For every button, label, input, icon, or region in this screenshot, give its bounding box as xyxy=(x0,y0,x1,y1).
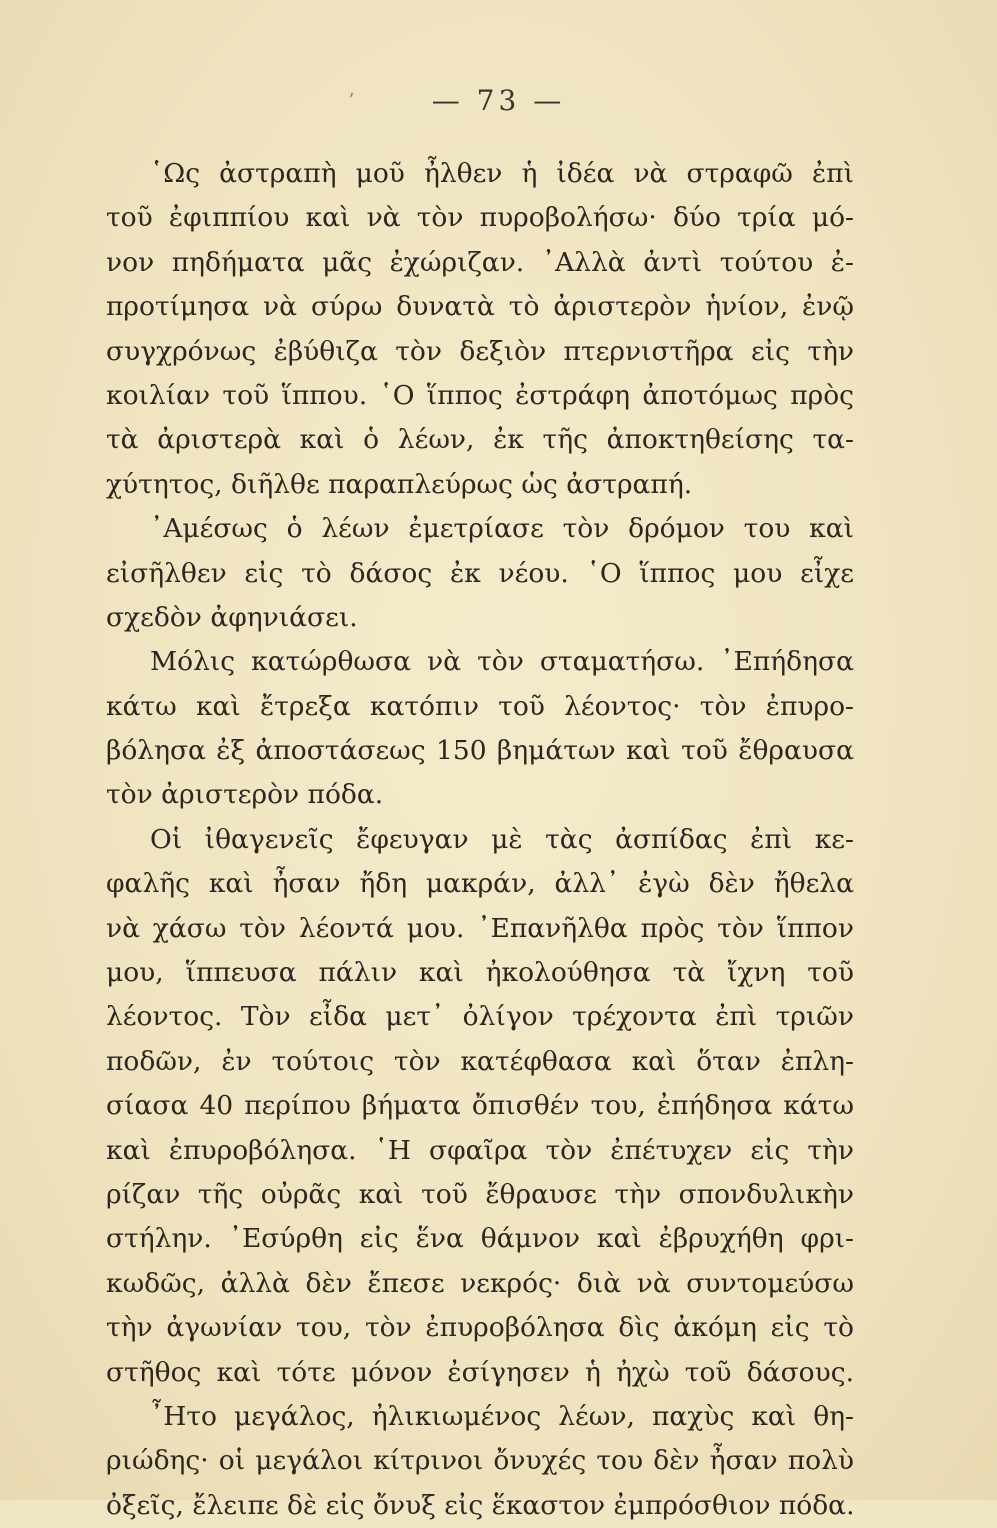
text-line: χύτητος, διῆλθε παραπλεύρως ὡς ἀστραπή. xyxy=(106,468,693,500)
text-line: κάτω καὶ ἔτρεξα κατόπιν τοῦ λέοντος· τὸν ἐπυρο- xyxy=(106,690,854,722)
text-line: ποδῶν, ἐν τούτοις τὸν κατέφθασα καὶ ὅταν ἐπλη- xyxy=(106,1045,854,1077)
text-line: φαλῆς καὶ ἦσαν ἤδη μακράν, ἀλλ᾿ ἐγὼ δὲν ἤθελα xyxy=(106,868,854,900)
text-line: ρίζαν τῆς οὐρᾶς καὶ τοῦ ἔθραυσε τὴν σπονδυλικὴν xyxy=(106,1178,854,1210)
page-number: — 73 — xyxy=(431,84,566,117)
text-line: σίασα 40 περίπου βήματα ὄπισθέν του, ἐπήδησα κάτω xyxy=(106,1090,854,1122)
text-line: τὸν ἀριστερὸν πόδα. xyxy=(106,779,384,811)
text-line: εἰσῆλθεν εἰς τὸ δάσος ἐκ νέου. ῾Ο ἵππος μου εἶχε xyxy=(106,557,854,589)
ink-smudge-mark: ʼ xyxy=(348,90,354,111)
text-line: ὀξεῖς, ἔλειπε δὲ εἰς ὄνυξ εἰς ἕκαστον ἐμπρόσθιον πόδα. xyxy=(106,1489,854,1521)
text-line: ῏Ητο μεγάλος, ἠλικιωμένος λέων, παχὺς καὶ θη- xyxy=(150,1400,854,1432)
text-line: στῆθος καὶ τότε μόνον ἐσίγησεν ἡ ἠχὼ τοῦ δάσους. xyxy=(106,1356,854,1388)
text-line: νὰ χάσω τὸν λέοντά μου. ᾿Επανῆλθα πρὸς τὸν ἵππον xyxy=(106,912,854,944)
text-line: Οἱ ἰθαγενεῖς ἔφευγαν μὲ τὰς ἀσπίδας ἐπὶ κε- xyxy=(150,823,854,855)
text-line: κοιλίαν τοῦ ἵππου. ῾Ο ἵππος ἐστράφη ἀποτόμως πρὸς xyxy=(106,379,854,411)
text-line: καὶ ἐπυροβόλησα. ῾Η σφαῖρα τὸν ἐπέτυχεν εἰς τὴν xyxy=(106,1134,854,1166)
text-line: μου, ἵππευσα πάλιν καὶ ἠκολούθησα τὰ ἴχνη τοῦ xyxy=(106,957,854,989)
text-line: ᾿Αμέσως ὁ λέων ἐμετρίασε τὸν δρόμον του καὶ xyxy=(150,513,854,545)
text-line: κωδῶς, ἀλλὰ δὲν ἔπεσε νεκρός· διὰ νὰ συντομεύσω xyxy=(106,1267,854,1299)
text-line: Μόλις κατώρθωσα νὰ τὸν σταματήσω. ᾿Επήδησα xyxy=(150,646,854,678)
text-line: βόλησα ἐξ ἀποστάσεως 150 βημάτων καὶ τοῦ ἔθραυσα xyxy=(106,735,854,767)
text-line: προτίμησα νὰ σύρω δυνατὰ τὸ ἀριστερὸν ἡνίον, ἐνῷ xyxy=(106,291,854,323)
text-line: τοῦ ἐφιππίου καὶ νὰ τὸν πυροβολήσω· δύο τρία μό- xyxy=(106,202,854,234)
text-line: ριώδης· οἱ μεγάλοι κίτρινοι ὄνυχές του δὲν ἦσαν πολὺ xyxy=(106,1445,854,1477)
body-text xyxy=(106,152,854,1528)
text-line: συγχρόνως ἐβύθιζα τὸν δεξιὸν πτερνιστῆρα εἰς τὴν xyxy=(106,335,854,367)
text-line: στήλην. ᾿Εσύρθη εἰς ἕνα θάμνον καὶ ἐβρυχήθη φρι- xyxy=(106,1223,854,1255)
text-line: νον πηδήματα μᾶς ἐχώριζαν. ᾿Αλλὰ ἀντὶ τούτου ἐ- xyxy=(106,246,854,278)
text-line: σχεδὸν ἀφηνιάσει. xyxy=(106,601,358,633)
text-line: τὰ ἀριστερὰ καὶ ὁ λέων, ἐκ τῆς ἀποκτηθείσης τα- xyxy=(106,424,854,456)
text-line: ῾Ως ἀστραπὴ μοῦ ἦλθεν ἡ ἰδέα νὰ στραφῶ ἐπὶ xyxy=(150,158,854,189)
text-line: τὴν ἀγωνίαν του, τὸν ἐπυροβόλησα δὶς ἀκόμη εἰς τὸ xyxy=(106,1312,854,1344)
text-line: λέοντος. Τὸν εἶδα μετ᾿ ὀλίγον τρέχοντα ἐπὶ τριῶν xyxy=(106,1001,854,1033)
